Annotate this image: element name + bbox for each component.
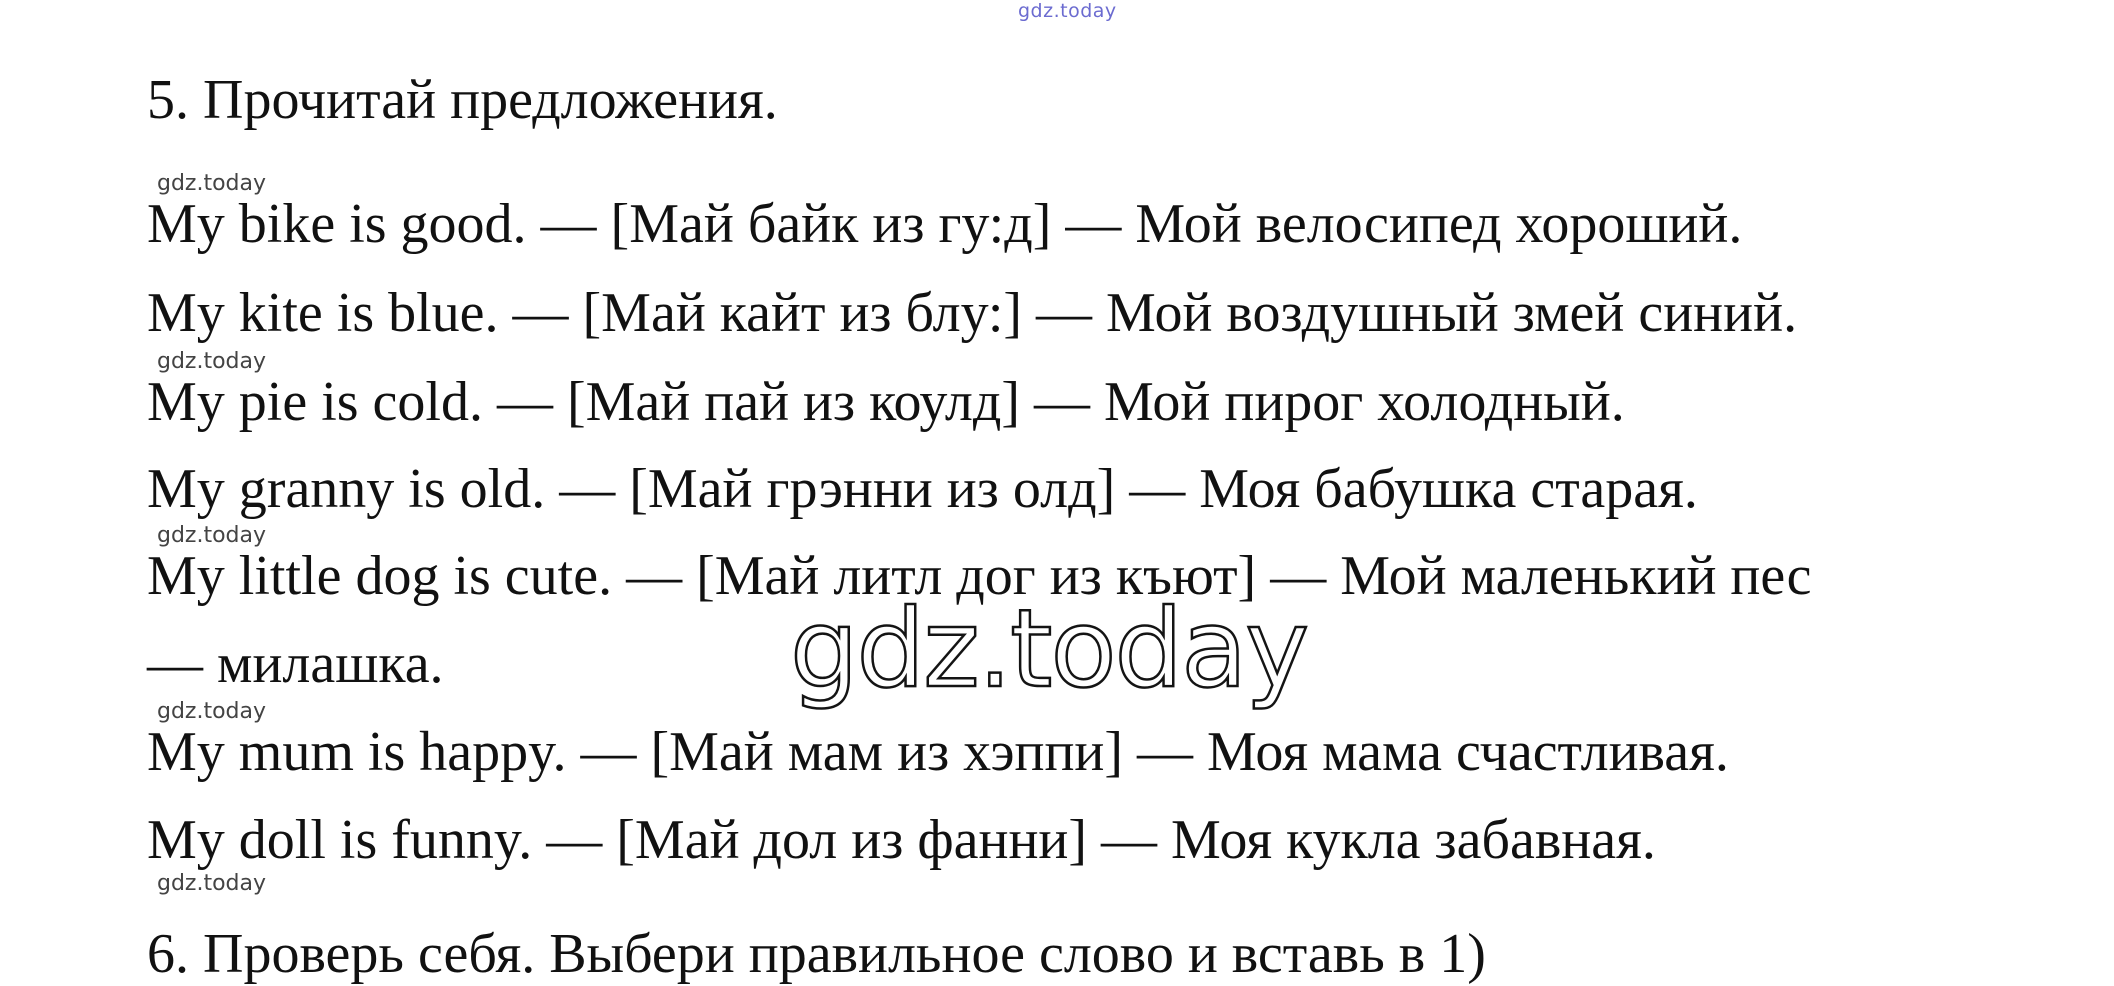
watermark-small: gdz.today [157,699,267,724]
next-exercise-cut-off: 6. Проверь себя. Выбери правильное слово и вставь в 1) [147,923,1486,985]
sentence-line: My mum is happy. — [Май мам из хэппи] — Моя мама счастливая. [147,721,1729,783]
sentence-line-continued: — милашка. [147,633,444,695]
sentence-line: My bike is good. — [Май байк из гу:д] — Мой велосипед хороший. [147,193,1743,255]
watermark-small: gdz.today [157,171,267,196]
sentence-line: My granny is old. — [Май грэнни из олд] — Моя бабушка старая. [147,458,1698,520]
sentence-line: My doll is funny. — [Май дол из фанни] — Моя кукла забавная. [147,809,1656,871]
large-watermark: gdz.today [790,587,1308,712]
sentence-line: My little dog is cute. — [Май литл дог из къют] — Мой маленький пес [147,545,1812,607]
sentence-line: My pie is cold. — [Май пай из коулд] — Мой пирог холодный. [147,371,1625,433]
top-watermark: gdz.today [1018,0,1117,22]
watermark-small: gdz.today [157,523,267,548]
watermark-small: gdz.today [157,871,267,896]
exercise-heading: 5. Прочитай предложения. [147,69,778,131]
watermark-small: gdz.today [157,349,267,374]
sentence-line: My kite is blue. — [Май кайт из блу:] — Мой воздушный змей синий. [147,282,1798,344]
